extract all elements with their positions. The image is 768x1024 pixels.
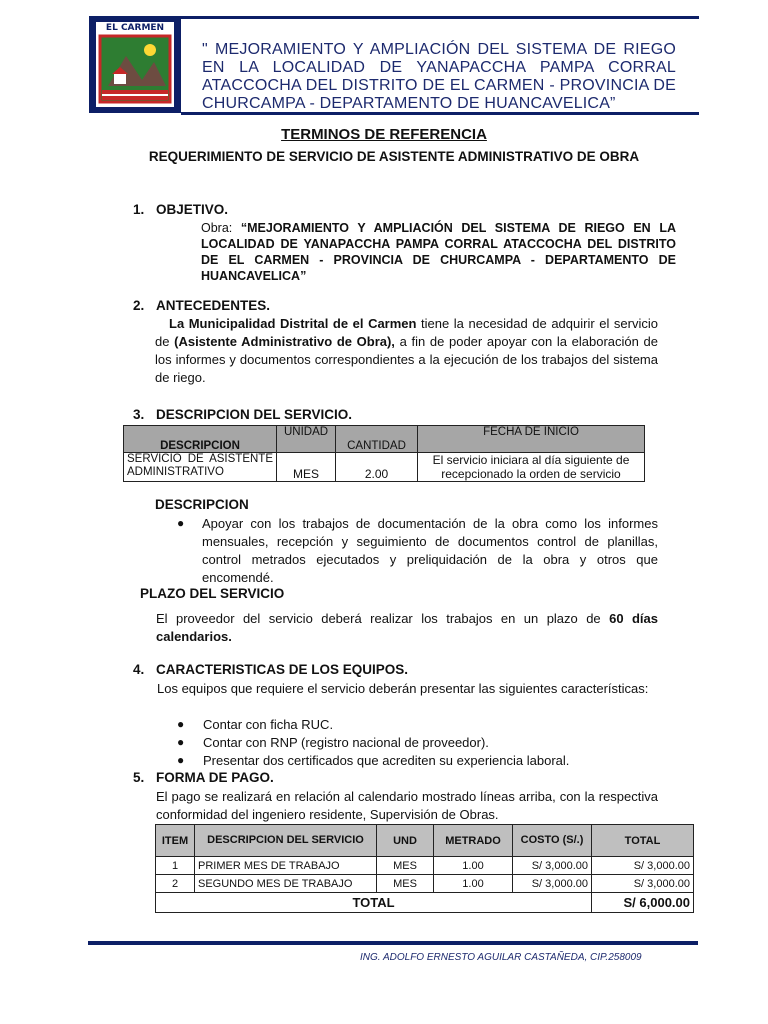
payment-col-total: TOTAL bbox=[592, 825, 694, 857]
section-2-title: ANTECEDENTES. bbox=[156, 298, 271, 313]
section-2-heading bbox=[133, 298, 270, 313]
payment-cell: S/ 3,000.00 bbox=[592, 875, 694, 893]
section-4-title: CARACTERISTICAS DE LOS EQUIPOS. bbox=[156, 662, 409, 677]
obra-title: “MEJORAMIENTO Y AMPLIACIÓN DEL SISTEMA DE RIEGO EN LA LOCALIDAD DE YANAPACCHA PAMPA CORRAL ATACCOCHA DEL DISTRITO DE EL CARMEN - PROVINCIA DE CHURCAMPA - DEPARTAMENTO DE HUANCAVELICA” bbox=[201, 221, 676, 283]
project-title: " MEJORAMIENTO Y AMPLIACIÓN DEL SISTEMA DE RIEGO EN LA LOCALIDAD DE YANAPACCHA PAMPA CORRAL ATACCOCHA DEL DISTRITO DE EL CARMEN - PROVINCIA DE CHURCAMPA - DEPARTAMENTO DE HUANCAVELICA” bbox=[202, 41, 676, 112]
section-4-number: 4. bbox=[133, 662, 145, 677]
service-col-fecha: FECHA DE INICIO bbox=[418, 426, 645, 453]
payment-cell: PRIMER MES DE TRABAJO bbox=[195, 857, 377, 875]
antecedentes-bold-1: La Municipalidad Distrital de el Carmen bbox=[169, 316, 417, 331]
antecedentes-bold-2: (Asistente Administrativo de Obra), bbox=[174, 334, 395, 349]
payment-total-row bbox=[156, 893, 694, 913]
service-table-header bbox=[124, 426, 645, 453]
plazo-bold: 60 días calendarios. bbox=[156, 611, 658, 644]
payment-cell: SEGUNDO MES DE TRABAJO bbox=[195, 875, 377, 893]
payment-cell: 1.00 bbox=[434, 875, 513, 893]
descripcion-bullet-text: Apoyar con los trabajos de documentación de la obra como los informes mensuales, recepción y seguimiento de documentos control de planillas, control metrados ejecutados y preliquidación de la obra y otros que encomendé. bbox=[202, 516, 658, 585]
section-3-heading bbox=[133, 407, 352, 422]
section-5-number: 5. bbox=[133, 770, 145, 785]
obra-label: Obra: bbox=[201, 221, 241, 235]
bullet-icon: ● bbox=[177, 717, 185, 731]
payment-total-value: S/ 6,000.00 bbox=[592, 893, 694, 913]
table-row bbox=[156, 857, 694, 875]
footer-signature: ING. ADOLFO ERNESTO AGUILAR CASTAÑEDA, CIP.258009 bbox=[360, 952, 642, 963]
table-row bbox=[124, 453, 645, 482]
payment-cell: S/ 3,000.00 bbox=[513, 857, 592, 875]
header-rule-top bbox=[181, 16, 699, 19]
document-subtitle: REQUERIMIENTO DE SERVICIO DE ASISTENTE ADMINISTRATIVO DE OBRA bbox=[148, 149, 640, 164]
section-1-number: 1. bbox=[133, 202, 145, 217]
payment-col-item: ITEM bbox=[156, 825, 195, 857]
payment-table-header bbox=[156, 825, 694, 857]
bullet-icon: ● bbox=[177, 516, 185, 530]
service-col-cantidad: CANTIDAD bbox=[336, 426, 418, 453]
payment-table bbox=[155, 824, 694, 913]
document-title: TERMINOS DE REFERENCIA bbox=[281, 126, 487, 143]
equipos-intro: Los equipos que requiere el servicio deberán presentar las siguientes características: bbox=[157, 681, 649, 696]
payment-total-label: TOTAL bbox=[156, 893, 592, 913]
municipality-logo bbox=[89, 16, 181, 113]
service-cell-descripcion: SERVICIO DE ASISTENTE ADMINISTRATIVO bbox=[124, 453, 277, 482]
logo-text: EL CARMEN bbox=[105, 23, 165, 33]
table-row bbox=[156, 875, 694, 893]
section-3-number: 3. bbox=[133, 407, 145, 422]
payment-cell: S/ 3,000.00 bbox=[513, 875, 592, 893]
payment-col-metrado: METRADO bbox=[434, 825, 513, 857]
objective-text bbox=[201, 220, 676, 284]
service-cell-cantidad: 2.00 bbox=[336, 453, 418, 482]
antecedentes-paragraph bbox=[155, 315, 658, 387]
plazo-heading: PLAZO DEL SERVICIO bbox=[140, 586, 285, 601]
descripcion-heading: DESCRIPCION bbox=[155, 497, 249, 512]
payment-cell: 1 bbox=[156, 857, 195, 875]
payment-cell: S/ 3,000.00 bbox=[592, 857, 694, 875]
list-item: Presentar dos certificados que acrediten su experiencia laboral. bbox=[203, 753, 570, 768]
bullet-icon: ● bbox=[177, 753, 185, 767]
antecedentes-text-2: a fin de poder apoyar con la elaboración de los informes y documentos correspondientes a la ejecución de los trabajos del sistema de riego. bbox=[155, 334, 659, 385]
service-col-unidad: UNIDAD bbox=[277, 426, 336, 453]
section-1-heading bbox=[133, 202, 228, 217]
payment-col-descripcion: DESCRIPCION DEL SERVICIO bbox=[195, 825, 377, 857]
antecedentes-text-1: tiene la necesidad de adquirir el servicio de bbox=[155, 316, 658, 349]
section-5-heading bbox=[133, 770, 274, 785]
service-cell-unidad: MES bbox=[277, 453, 336, 482]
section-3-title: DESCRIPCION DEL SERVICIO. bbox=[156, 407, 353, 422]
service-col-descripcion: DESCRIPCION bbox=[124, 426, 277, 453]
payment-cell: MES bbox=[377, 857, 434, 875]
payment-col-costo: COSTO (S/.) bbox=[513, 825, 592, 857]
section-5-title: FORMA DE PAGO. bbox=[156, 770, 274, 785]
plazo-paragraph bbox=[156, 610, 658, 646]
logo-emblem-icon bbox=[96, 34, 174, 106]
payment-cell: 2 bbox=[156, 875, 195, 893]
list-item: Contar con RNP (registro nacional de proveedor). bbox=[203, 735, 489, 750]
section-1-title: OBJETIVO. bbox=[156, 202, 229, 217]
pago-intro: El pago se realizará en relación al calendario mostrado líneas arriba, con la respectiva conformidad del ingeniero residente, Supervisión de Obras. bbox=[156, 789, 658, 822]
service-cell-fecha: El servicio iniciara al día siguiente de recepcionado la orden de servicio bbox=[418, 453, 645, 482]
payment-cell: MES bbox=[377, 875, 434, 893]
section-4-heading bbox=[133, 662, 408, 677]
payment-cell: 1.00 bbox=[434, 857, 513, 875]
footer-rule bbox=[88, 941, 698, 945]
list-item: Contar con ficha RUC. bbox=[203, 717, 334, 732]
bullet-icon: ● bbox=[177, 735, 185, 749]
service-table bbox=[123, 425, 645, 482]
section-2-number: 2. bbox=[133, 298, 145, 313]
plazo-text: El proveedor del servicio deberá realizar los trabajos en un plazo de bbox=[156, 611, 610, 626]
payment-col-und: UND bbox=[377, 825, 434, 857]
